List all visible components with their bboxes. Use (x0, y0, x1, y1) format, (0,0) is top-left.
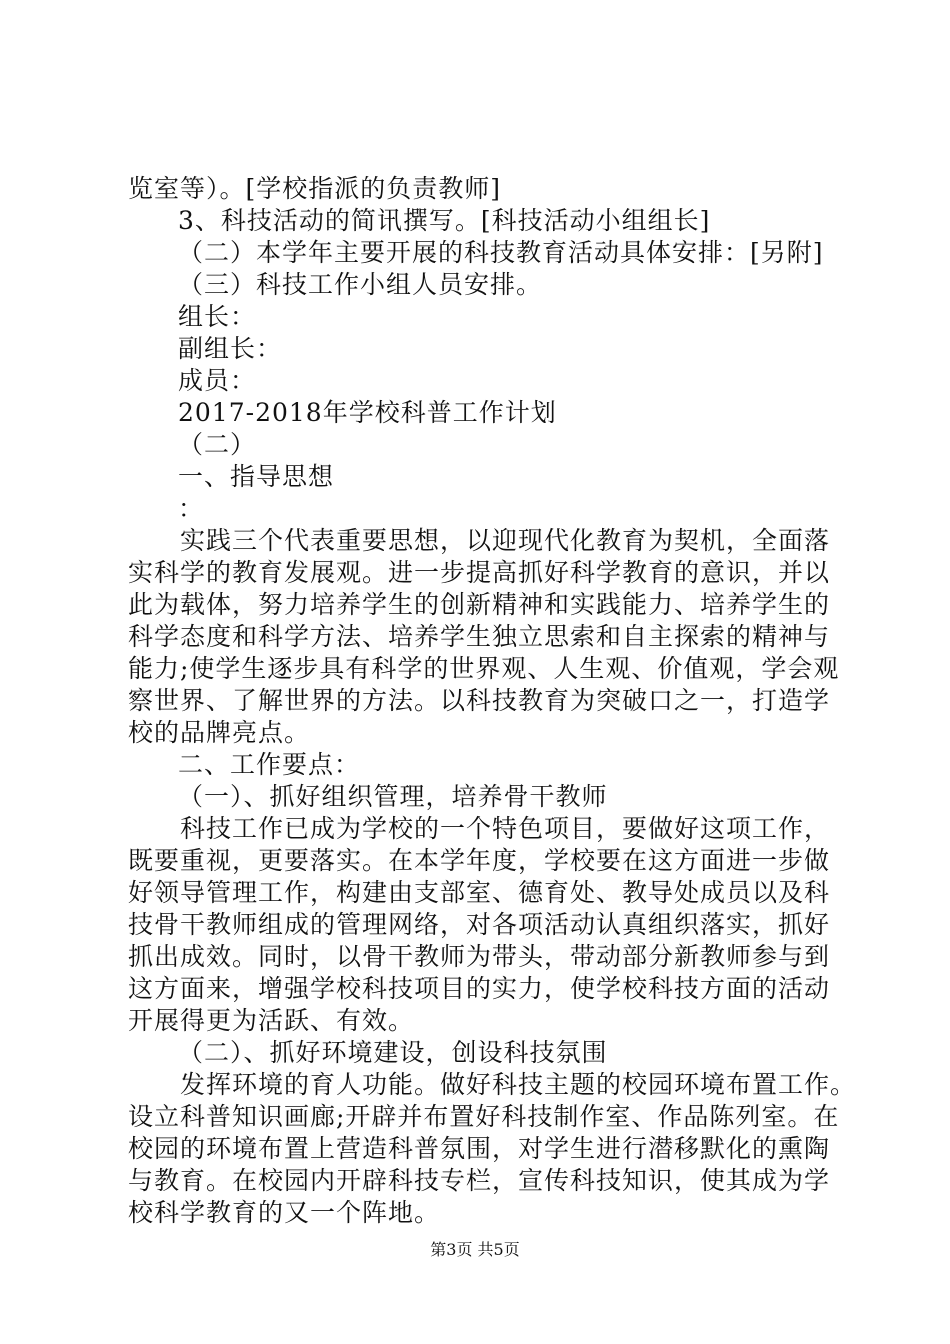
text-line: 览室等）。[学校指派的负责教师] (128, 174, 502, 203)
paragraph-line: 这方面来，增强学校科技项目的实力，使学校科技方面的活动 (128, 974, 831, 1003)
paragraph-line: 既要重视，更要落实。在本学年度，学校要在这方面进一步做 (128, 846, 831, 875)
subsection-heading: （一）、抓好组织管理，培养骨干教师 (178, 782, 608, 811)
paragraph-line: 科技工作已成为学校的一个特色项目，要做好这项工作， (128, 814, 831, 843)
document-title: 2017-2018年学校科普工作计划 (178, 398, 557, 427)
paragraph-line: 设立科普知识画廊;开辟并布置好科技制作室、作品陈列室。在 (128, 1102, 840, 1131)
text-line: 3、科技活动的简讯撰写。[科技活动小组组长] (178, 206, 711, 235)
section-heading: 二、工作要点： (178, 750, 361, 779)
paragraph-line: 此为载体，努力培养学生的创新精神和实践能力、培养学生的 (128, 590, 831, 619)
paragraph-line: 校科学教育的又一个阵地。 (128, 1198, 441, 1227)
paragraph-line: 技骨干教师组成的管理网络，对各项活动认真组织落实，抓好 (128, 910, 831, 939)
text-line: 组长： (178, 302, 257, 331)
paragraph-line: 科学态度和科学方法、培养学生独立思索和自主探索的精神与 (128, 622, 831, 651)
paragraph-line: 抓出成效。同时，以骨干教师为带头，带动部分新教师参与到 (128, 942, 831, 971)
text-line: 副组长： (178, 334, 283, 363)
section-heading: 一、指导思想 (178, 462, 335, 491)
paragraph-line: 好领导管理工作，构建由支部室、德育处、教导处成员以及科 (128, 878, 831, 907)
paragraph-line: 实科学的教育发展观。进一步提高抓好科学教育的意识，并以 (128, 558, 831, 587)
paragraph-guiding-thought (128, 525, 840, 749)
paragraph-line: 察世界、了解世界的方法。以科技教育为突破口之一，打造学 (128, 686, 831, 715)
paragraph-line: 能力;使学生逐步具有科学的世界观、人生观、价值观，学会观 (128, 654, 840, 683)
paragraph-line: 与教育。在校园内开辟科技专栏，宣传科技知识，使其成为学 (128, 1166, 831, 1195)
text-line: 成员： (178, 366, 257, 395)
text-line: （三）科技工作小组人员安排。 (178, 270, 543, 299)
paragraph-line: 发挥环境的育人功能。做好科技主题的校园环境布置工作。 (128, 1070, 857, 1099)
paragraph-line: 实践三个代表重要思想，以迎现代化教育为契机，全面落 (128, 526, 831, 555)
paragraph-line: 校的品牌亮点。 (128, 718, 311, 747)
document-body (128, 173, 857, 1229)
text-line: ： (178, 494, 205, 523)
paragraph-organization (128, 813, 840, 1037)
text-line: （二） (178, 430, 257, 459)
text-line: （二）本学年主要开展的科技教育活动具体安排：[另附] (178, 238, 824, 267)
subsection-heading: （二）、抓好环境建设，创设科技氛围 (178, 1038, 608, 1067)
page-number-footer: 第3页 共5页 (430, 1240, 520, 1259)
paragraph-line: 校园的环境布置上营造科普氛围，对学生进行潜移默化的熏陶 (128, 1134, 831, 1163)
paragraph-line: 开展得更为活跃、有效。 (128, 1006, 415, 1035)
paragraph-environment (128, 1069, 857, 1229)
